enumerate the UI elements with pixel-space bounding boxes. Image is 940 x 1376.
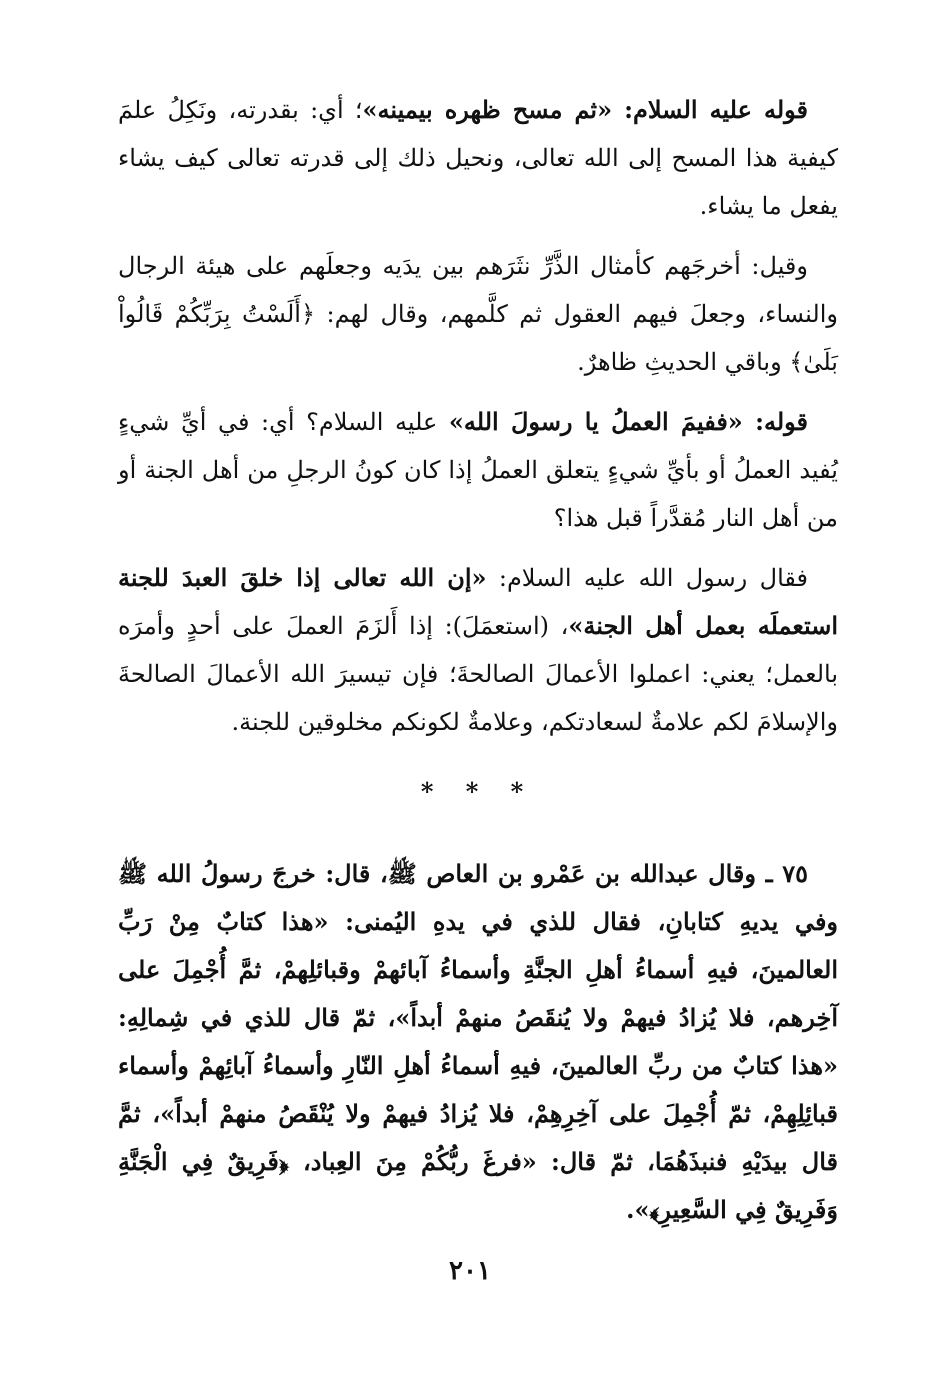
commentary-text: وقيل: أخرجَهم كأمثال الذَّرِّ نثَرَهم بين يدَيه وجعلَهم على هيئة الرجال والنساء، وجعلَ فيهم العقول ثم كلَّمهم، وقال لهم: ﴿أَلَسْتُ بِرَبِّكُمْ قَالُواْ بَلَىٰ﴾ وباقي الحديثِ ظاهرٌ. [118, 252, 838, 376]
quoted-phrase: قوله: «ففيمَ العملُ يا رسولَ الله» [448, 407, 808, 436]
paragraph-commentary-4 [118, 554, 838, 746]
quoted-phrase: قوله عليه السلام: «ثم مسح ظهره بيمينه» [362, 95, 809, 124]
paragraph-commentary-2 [118, 242, 838, 386]
commentary-text: ؛ أي: بقدرته، ونَكِلُ علمَ كيفية هذا المسح إلى الله تعالى، ونحيل ذلك إلى قدرته تعالى كيف يشاء يفعل ما يشاء. [118, 96, 838, 220]
paragraph-commentary-3 [118, 398, 838, 542]
paragraph-commentary-1 [118, 86, 838, 230]
quoted-phrase: «إن الله تعالى إذا خلقَ العبدَ للجنة استعملَه بعمل أهل الجنة» [118, 563, 839, 640]
section-separator: * * * [420, 777, 536, 806]
commentary-text: ، (استعمَلَ): إذا أَلزَمَ العملَ على أحدٍ وأمرَه بالعمل؛ يعني: اعملوا الأعمالَ الصالحةَ؛ فإن تيسيرَ الله الأعمالَ الصالحةَ والإسلامَ لكم علامةٌ لسعادتكم، وعلامةٌ لكونكم مخلوقين للجنة. [118, 612, 838, 736]
hadith-paragraph: ٧٥ ـ وقال عبدالله بن عَمْرو بن العاص ﷺ، قال: خرجَ رسولُ الله ﷺ وفي يديهِ كتابانِ، فقال للذي في يدهِ اليُمنى: «هذا كتابٌ مِنْ رَبِّ العالمينَ، فيهِ أسماءُ أهلِ الجنَّةِ وأسماءُ آبائهمْ وقبائلِهمْ، ثمَّ أُجْمِلَ على آخِرهم، فلا يُزادُ فيهمْ ولا يُنقَصُ منهمْ أبداً»، ثمّ قال للذي في شِمالِهِ: «هذا كتابٌ من ربِّ العالمينَ، فيهِ أسماءُ أهلِ النّارِ وأسماءُ آبائِهمْ وأسماء قبائِلِهِمْ، ثمّ أُجْمِلَ على آخِرِهِمْ، فلا يُزادُ فيهمْ ولا يُنْقَصُ منهمْ أبداً»، ثمَّ قال بيدَيْهِ فنبذَهُمَا، ثمّ قال: «فرغَ ربُّكُمْ مِنَ العِباد، ﴿فَرِيقٌ فِي الْجَنَّةِ وَفَرِيقٌ فِي السَّعِيرِ﴾». [118, 859, 839, 1224]
commentary-text: فقال رسول الله عليه السلام: [486, 564, 808, 592]
commentary-text: عليه السلام؟ أي: في أيِّ شيءٍ يُفيد العملُ أو بأيِّ شيءٍ يتعلق العملُ إذا كان كونُ الرجلِ من أهل الجنة أو من أهل النار مُقدَّراً قبل هذا؟ [118, 408, 838, 532]
document-page [118, 86, 838, 1246]
page-number: ٢٠١ [449, 1256, 491, 1286]
